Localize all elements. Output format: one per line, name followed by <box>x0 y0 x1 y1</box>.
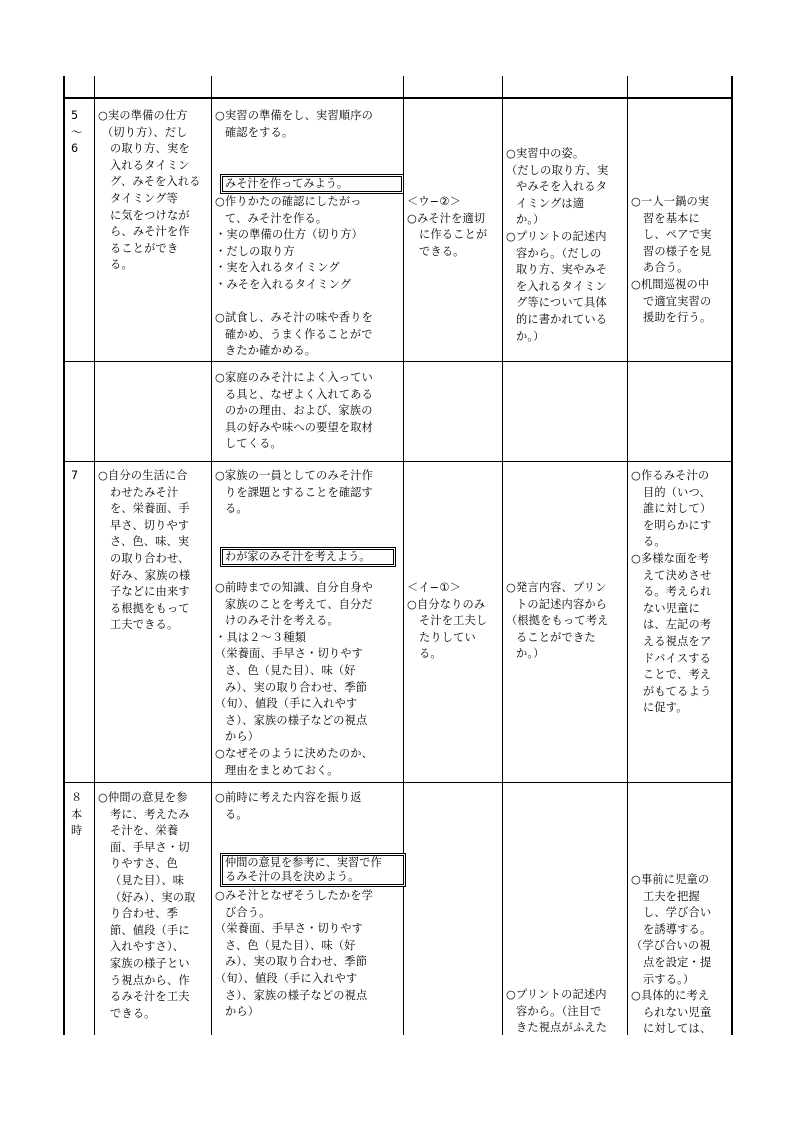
activity-line: て、みそ汁を作る。 <box>225 211 328 225</box>
row-divider <box>63 782 733 783</box>
support-line: がもてるよう <box>643 684 712 698</box>
evaluation-line: イミングは適 <box>516 196 585 210</box>
support-line: は、左記の考 <box>643 618 712 632</box>
goal-line: の取り合わせ、 <box>110 551 190 565</box>
support-line: ○作るみそ汁の <box>631 469 710 482</box>
lesson-number <box>71 108 82 158</box>
table-border-left <box>63 76 65 1035</box>
goal-cell <box>98 468 190 634</box>
lesson-number-line: 6 <box>71 142 79 156</box>
activity-line: 理由をまとめておく。 <box>225 763 339 777</box>
goal-line: ることができ <box>110 241 179 255</box>
activity-line: ・具は２〜３種類 <box>215 630 307 644</box>
activity-line: ○家庭のみそ汁によく入ってい <box>215 371 373 384</box>
activity-line: び合う。 <box>225 905 271 919</box>
evaluation-line: やみそを入れるタ <box>516 180 608 194</box>
goal-line: わせたみそ汁 <box>110 485 179 499</box>
support-line: を明らかにす <box>643 518 712 532</box>
goal-line: 家族の様子とい <box>110 956 190 970</box>
goal-line: 入れやすさ）、 <box>110 940 185 954</box>
goal-line: ○実の準備の仕方 <box>98 109 188 122</box>
column-divider <box>94 76 95 1035</box>
activity-line: さ、色（見た目）、味（好 <box>225 663 356 677</box>
support-line: ○一人一鍋の実 <box>631 195 710 208</box>
table-border-right <box>731 76 733 1035</box>
row-divider <box>63 361 733 362</box>
viewpoint-line: ○みそ汁を適切 <box>407 211 486 225</box>
activity-cell <box>215 194 373 360</box>
activity-line: （旬）、値段（手に入れやす <box>215 971 358 985</box>
lesson-number-line: 7 <box>71 469 79 482</box>
goal-line: （好み）、実の取 <box>110 890 196 904</box>
activity-line: さ、色（見た目）、味（好 <box>225 938 356 952</box>
support-line: に対しては、 <box>643 1022 712 1036</box>
support-line: し、学び合い <box>643 906 712 920</box>
support-line: 援助を行う。 <box>643 311 712 325</box>
activity-line: ・実を入れるタイミング <box>215 261 340 275</box>
activity-line: る。 <box>225 502 248 516</box>
activity-line: ○家族の一員としてのみそ汁作 <box>215 469 373 482</box>
evaluation-line: （根拠をもって考え <box>506 614 609 628</box>
goal-line: ら、みそ汁を作 <box>110 225 190 239</box>
activity-line: ○前時に考えた内容を振り返 <box>215 791 362 804</box>
lesson-task-box <box>220 853 406 887</box>
activity-line: から） <box>225 1005 260 1019</box>
activity-line: さ）、家族の様子などの視点 <box>225 713 368 727</box>
support-cell <box>631 468 711 717</box>
lesson-number-line: ８ <box>71 791 83 804</box>
goal-line: さ、色、味、実 <box>110 535 190 549</box>
viewpoint-cell <box>407 194 487 260</box>
lesson-task-text: わが家のみそ汁を考えよう。 <box>225 550 371 563</box>
lesson-task-text: るみそ汁の具を決めよう。 <box>225 870 360 883</box>
activity-line: ・実の準備の仕方（切り方） <box>215 228 364 242</box>
evaluation-line: か。） <box>516 213 545 227</box>
support-line: あ合う。 <box>643 261 689 275</box>
activity-cell <box>215 790 362 823</box>
goal-line: 好み、家族の様 <box>110 568 191 582</box>
support-line: る。考えられ <box>643 585 712 599</box>
evaluation-line: 取り方、実やみそ <box>516 263 608 277</box>
support-line: ドバイスする <box>643 651 711 665</box>
goal-line: に気をつけなが <box>110 208 190 222</box>
viewpoint-cell <box>407 580 487 663</box>
lesson-task-text: みそ汁を作ってみよう。 <box>225 177 349 190</box>
viewpoint-line: る。 <box>419 647 442 661</box>
activity-line: ○なぜそのように決めたのか、 <box>215 746 373 760</box>
support-line: ない児童に <box>643 601 700 615</box>
activity-cell <box>215 370 373 453</box>
support-line: （学び合いの視 <box>631 939 711 953</box>
activity-line: （旬）、値段（手に入れやす <box>215 697 358 711</box>
row-divider <box>63 461 733 462</box>
goal-line: 子などに由来す <box>110 585 190 599</box>
activity-line: み）、実の取り合わせ、季節 <box>225 955 368 969</box>
goal-line: グ、みそを入れる <box>110 175 201 189</box>
goal-line: ○自分の生活に合 <box>98 469 188 482</box>
viewpoint-line: ＜ウ−②＞ <box>407 195 461 208</box>
goal-cell <box>98 108 201 274</box>
evaluation-line: 的に書かれている <box>516 312 608 326</box>
lesson-number-line: 〜 <box>71 125 83 139</box>
evaluation-line: （だしの取り方、実 <box>506 163 609 177</box>
activity-line: のかの理由、および、家族の <box>225 404 373 418</box>
activity-line: ・みそを入れるタイミング <box>215 277 352 291</box>
activity-line: けのみそ汁を考える。 <box>225 614 339 628</box>
activity-line: 家族のことを考えて、自分だ <box>225 597 373 611</box>
goal-cell <box>98 790 196 1022</box>
viewpoint-line: そ汁を工夫し <box>419 614 488 628</box>
goal-line: る根拠をもって <box>110 601 190 615</box>
lesson-task-text: 仲間の意見を参考に、実習で作 <box>225 856 382 869</box>
row-divider <box>63 97 733 99</box>
goal-line: 考に、考えたみ <box>110 807 190 821</box>
activity-line: ・だしの取り方 <box>215 244 295 258</box>
support-line: ○多様な面を考 <box>631 551 710 565</box>
activity-line: ○前時までの知識、自分自身や <box>215 581 373 594</box>
support-line: られない児童 <box>643 1005 712 1019</box>
activity-line: ○作りかたの確認にしたがっ <box>215 195 362 208</box>
support-line: ○机間巡視の中 <box>631 277 710 291</box>
goal-line: り合わせ、季 <box>110 907 178 921</box>
support-line: し、ペアで実 <box>643 228 712 242</box>
activity-line <box>215 294 373 311</box>
goal-line: るみそ汁を工夫 <box>110 990 190 1004</box>
goal-line: 入れるタイミン <box>110 158 190 172</box>
activity-cell <box>215 888 373 1021</box>
evaluation-line: ○プリントの記述内 <box>506 988 607 1001</box>
activity-cell <box>215 580 373 779</box>
support-line: 示する。） <box>643 972 695 986</box>
activity-line: さ）、家族の様子などの視点 <box>225 988 368 1002</box>
activity-line: ○実習の準備をし、実習順序の <box>215 109 373 122</box>
activity-line: （栄養面、手早さ・切りやす <box>215 922 364 936</box>
viewpoint-line: ＜イ−①＞ <box>407 581 461 594</box>
goal-line: 工夫できる。 <box>110 618 179 632</box>
evaluation-line: ○発言内容、プリン <box>506 581 607 594</box>
evaluation-line: か。） <box>516 329 545 343</box>
evaluation-line: を入れるタイミン <box>516 279 607 293</box>
goal-line: りやすさ、色 <box>110 857 178 871</box>
goal-line: の取り方、実を <box>110 142 190 156</box>
support-line: 目的（いつ、 <box>643 485 711 499</box>
column-divider <box>502 76 503 1035</box>
viewpoint-line: できる。 <box>419 244 465 258</box>
support-line: 点を設定・提 <box>643 955 712 969</box>
lesson-number-line: 5 <box>71 109 79 122</box>
activity-line: してくる。 <box>225 437 282 451</box>
goal-line: ○仲間の意見を参 <box>98 791 188 804</box>
activity-line: る。 <box>225 807 248 821</box>
goal-line: 節、値段（手に <box>110 923 190 937</box>
column-divider <box>211 76 212 1035</box>
support-line: に促す。 <box>643 701 688 715</box>
lesson-plan-table <box>63 76 733 1035</box>
evaluation-line: トの記述内容から <box>516 597 608 611</box>
support-line: る。 <box>643 535 666 549</box>
evaluation-cell <box>506 580 609 663</box>
goal-line: 早さ、切りやす <box>110 518 190 532</box>
activity-line: りを課題とすることを確認す <box>225 485 374 499</box>
activity-line: 確かめ、うまく作ることがで <box>225 327 373 341</box>
lesson-number-line: 本 <box>71 807 83 821</box>
support-line: を誘導する。 <box>643 922 712 936</box>
support-line: ことで、考え <box>643 668 712 682</box>
support-line: で適宜実習の <box>643 294 712 308</box>
support-line: ○具体的に考え <box>631 989 710 1003</box>
evaluation-line: ○プリントの記述内 <box>506 229 607 243</box>
viewpoint-line: に作ることが <box>419 228 488 242</box>
goal-line: 面、手早さ・切 <box>110 840 190 854</box>
support-cell <box>631 872 711 1038</box>
lesson-task-box <box>220 547 396 567</box>
support-line: 習を基本に <box>643 211 700 225</box>
activity-line: 確認をする。 <box>225 125 294 139</box>
evaluation-cell <box>506 987 607 1037</box>
evaluation-line: グ等について具体 <box>516 296 607 310</box>
evaluation-line: 容から。（注目で <box>516 1004 602 1018</box>
activity-line: ○試食し、みそ汁の味や香りを <box>215 311 373 325</box>
evaluation-line: ることができた <box>516 630 596 644</box>
activity-line: きたか確かめる。 <box>225 344 317 358</box>
activity-line: み）、実の取り合わせ、季節 <box>225 680 368 694</box>
lesson-number-line: 時 <box>71 824 83 838</box>
activity-line: る具と、なぜよく入れてある <box>225 387 374 401</box>
support-line: 工夫を把握 <box>643 889 700 903</box>
support-line: える視点をア <box>643 634 712 648</box>
goal-line: タイミング等 <box>110 191 178 205</box>
column-divider <box>627 76 628 1035</box>
evaluation-line: ○実習中の姿。 <box>506 147 585 160</box>
goal-line: る。 <box>110 258 133 272</box>
support-line: 誰に対して） <box>643 502 712 516</box>
lesson-number <box>71 790 82 840</box>
goal-line: う視点から、作 <box>110 973 190 987</box>
lesson-task-box <box>220 174 404 194</box>
support-line: えて決めさせ <box>643 568 712 582</box>
goal-line: できる。 <box>110 1006 156 1020</box>
evaluation-line: 容から。（だしの <box>516 246 602 260</box>
evaluation-cell <box>506 146 609 345</box>
goal-line: （見た目）、味 <box>110 873 185 887</box>
viewpoint-line: たりしてい <box>419 630 476 644</box>
support-line: 習の様子を見 <box>643 244 712 258</box>
evaluation-line: きた視点がふえた <box>516 1021 608 1035</box>
support-cell <box>631 194 712 327</box>
activity-cell <box>215 108 373 141</box>
viewpoint-line: ○自分なりのみ <box>407 597 486 611</box>
activity-cell <box>215 468 373 518</box>
activity-line: ○みそ汁となぜそうしたかを学 <box>215 889 373 902</box>
evaluation-line: か。） <box>516 647 545 661</box>
goal-line: そ汁を、栄養 <box>110 824 179 838</box>
lesson-number <box>71 468 78 485</box>
support-line: ○事前に児童の <box>631 873 710 886</box>
activity-line: 具の好みや味への要望を取材 <box>225 420 374 434</box>
activity-line: （栄養面、手早さ・切りやす <box>215 647 364 661</box>
column-divider <box>403 76 404 1035</box>
activity-line: から） <box>225 730 260 744</box>
goal-line: （切り方）、だし <box>102 125 188 139</box>
goal-line: を、栄養面、手 <box>110 502 190 516</box>
